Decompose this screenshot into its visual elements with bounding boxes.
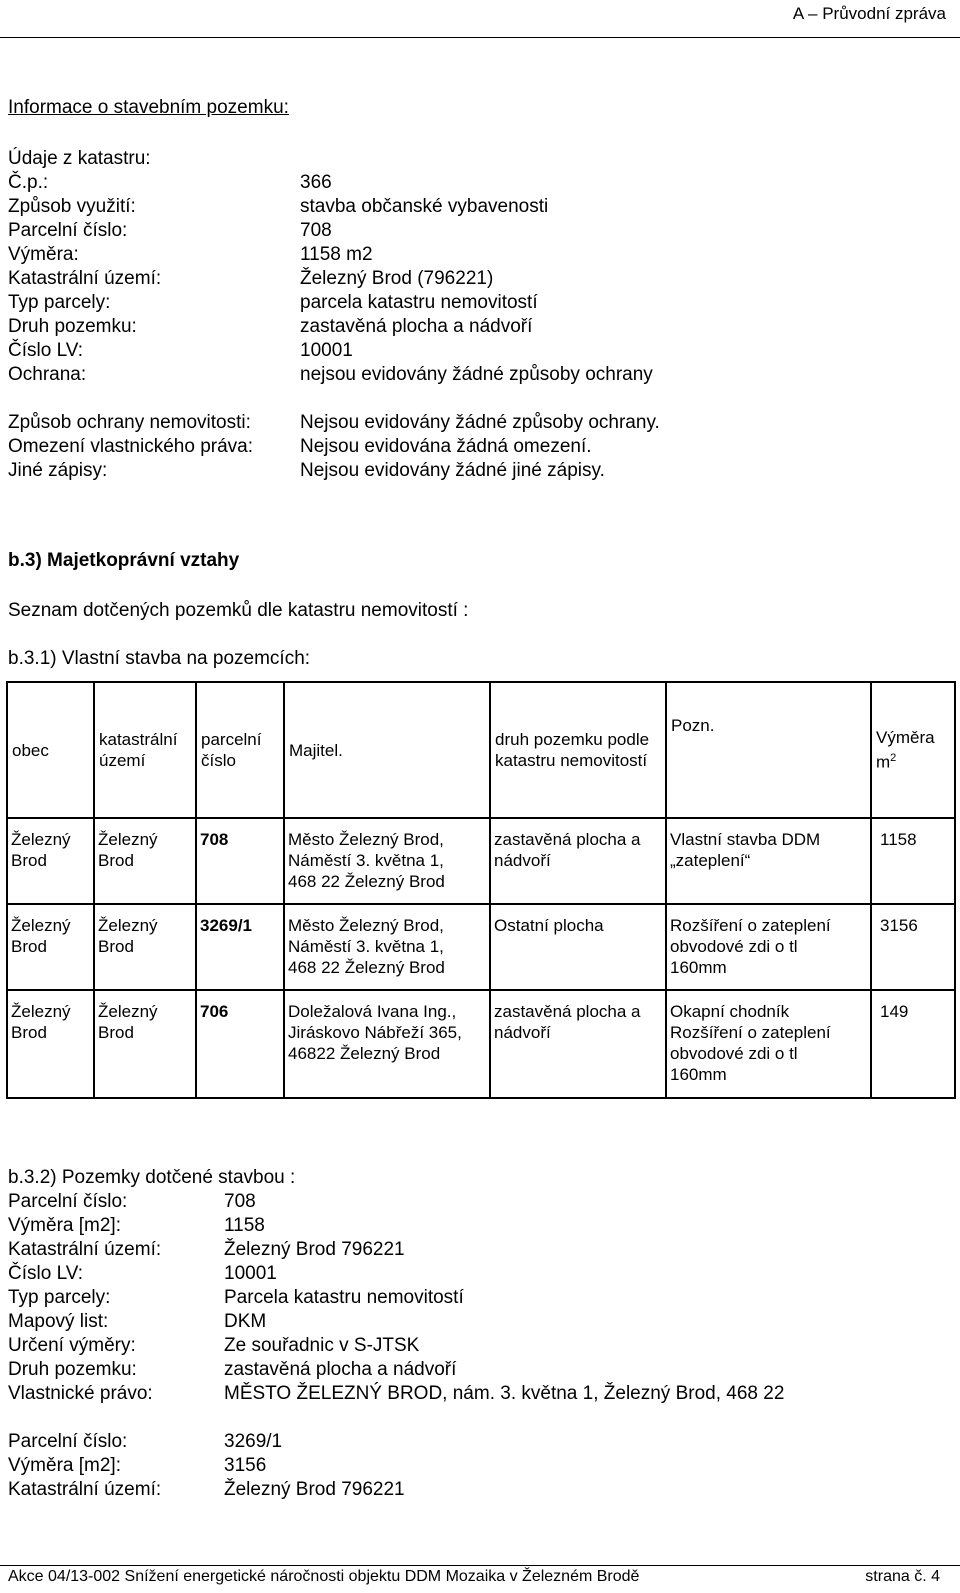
cell-text: Rozšíření o zateplení [670,1023,831,1042]
katastr-value: 10001 [300,340,353,361]
col-header-vymera [871,682,955,818]
parcel-info-label: Katastrální území: [8,1479,162,1500]
katastr-value: Nejsou evidována žádná omezení. [300,436,592,457]
footer-project: Akce 04/13-002 Snížení energetické náročnosti objektu DDM Mozaika v Železném Brodě [8,1568,640,1585]
parcel-info-label: Výměra [m2]: [8,1215,121,1236]
cell-text: Náměstí 3. května 1, [288,851,444,870]
katastr-label: Způsob ochrany nemovitosti: [8,412,251,433]
parcel-info-label: Výměra [m2]: [8,1455,121,1476]
parcel-info-value: 3156 [224,1455,267,1476]
col-header-label: Výměra [876,728,935,748]
parcel-info-value: DKM [224,1311,267,1332]
cell-ku [94,818,196,904]
katastr-value: zastavěná plocha a nádvoří [300,316,533,337]
parcel-info-value: 1158 [224,1215,265,1236]
cell-text: Náměstí 3. května 1, [288,937,444,956]
cell-vymera: 149 [871,990,955,1098]
parcel-info-label: Číslo LV: [8,1263,83,1284]
cell-text: Železný [11,830,71,849]
cell-text: Brod [98,937,134,956]
katastr-label: Č.p.: [8,172,49,193]
header-divider [0,37,960,38]
cell-parcela: 706 [196,990,284,1098]
cell-pozn [666,990,871,1098]
cell-text: Železný [11,916,71,935]
col-header-label: obec [12,740,49,760]
cell-druh [490,818,666,904]
cell-obec [7,818,94,904]
col-header-label: Majitel. [289,740,343,760]
parcel-info-value: Parcela katastru nemovitostí [224,1287,464,1308]
cell-text: „zateplení“ [670,851,751,870]
cell-obec [7,990,94,1098]
table-row [7,904,955,990]
col-header-label: m [876,752,891,772]
section-b32-heading: b.3.2) Pozemky dotčené stavbou : [8,1167,296,1188]
cell-text: zastavěná plocha a [494,1002,641,1021]
cell-text: 160mm [670,1065,727,1084]
table-row [7,990,955,1098]
katastr-label: Typ parcely: [8,292,111,313]
parcel-info-label: Parcelní číslo: [8,1191,128,1212]
header-section-title: A – Průvodní zpráva [792,4,946,23]
cell-majitel [284,990,490,1098]
katastr-label: Jiné zápisy: [8,460,108,481]
col-header-label: území [99,751,146,770]
cell-text: nádvoří [494,851,551,870]
cell-parcela: 708 [196,818,284,904]
katastr-label: Parcelní číslo: [8,220,128,241]
cell-text: obvodové zdi o tl [670,1044,798,1063]
cell-pozn [666,904,871,990]
cell-text: Brod [11,1023,47,1042]
col-header-parcela [196,682,284,818]
col-header-sup: 2 [890,752,897,765]
col-header-label: katastru nemovitostí [495,751,648,770]
cell-text: Železný [11,1002,71,1021]
katastr-label: Číslo LV: [8,340,83,361]
parcel-info-value: 708 [224,1191,256,1212]
col-header-majitel [284,682,490,818]
parcel-info-value: Železný Brod 796221 [224,1479,405,1500]
cell-text: Železný [98,830,158,849]
katastr-label: Katastrální území: [8,268,162,289]
cell-text: obvodové zdi o tl [670,937,798,956]
cell-text: Brod [98,851,134,870]
cell-text: 468 22 Železný Brod [288,958,445,977]
table-row [7,818,955,904]
cell-text: Ostatní plocha [494,916,604,935]
cell-majitel [284,904,490,990]
katastr-value: stavba občanské vybavenosti [300,196,549,217]
cell-obec [7,904,94,990]
col-header-pozn [666,682,871,818]
parcel-info-label: Katastrální území: [8,1239,162,1260]
col-header-label: číslo [201,751,236,770]
parcel-info-value: 3269/1 [224,1431,283,1452]
col-header-label: Pozn. [671,716,715,735]
cell-ku [94,904,196,990]
katastr-value: 708 [300,220,332,241]
parcel-info-value: zastavěná plocha a nádvoří [224,1359,457,1380]
katastr-value: Železný Brod (796221) [300,268,494,289]
cell-ku [94,990,196,1098]
cell-text: Železný [98,1002,158,1021]
cell-text: 468 22 Železný Brod [288,872,445,891]
cell-druh [490,904,666,990]
cell-pozn [666,818,871,904]
parcel-info-label: Vlastnické právo: [8,1383,153,1404]
col-header-label: druh pozemku podle [495,730,650,749]
col-header-obec [7,682,94,818]
cell-text: Rozšíření o zateplení [670,916,831,935]
katastr-heading: Údaje z katastru: [8,148,151,169]
katastr-label: Výměra: [8,244,79,265]
parcel-info-value: 10001 [224,1263,277,1284]
parcel-table [6,681,956,1099]
katastr-value: parcela katastru nemovitostí [300,292,538,313]
cell-parcela: 3269/1 [196,904,284,990]
katastr-value: 1158 m2 [300,244,373,265]
cell-text: 46822 Železný Brod [288,1044,441,1063]
col-header-label: parcelní [201,730,262,749]
katastr-label: Způsob využití: [8,196,136,217]
cell-vymera: 3156 [871,904,955,990]
cell-text: Město Železný Brod, [288,916,444,935]
katastr-value: nejsou evidovány žádné způsoby ochrany [300,364,653,385]
cell-text: Město Železný Brod, [288,830,444,849]
table-header-row [7,682,955,818]
parcel-info-label: Druh pozemku: [8,1359,137,1380]
cell-text: Vlastní stavba DDM [670,830,821,849]
katastr-label: Druh pozemku: [8,316,137,337]
parcel-info-label: Typ parcely: [8,1287,111,1308]
cell-text: zastavěná plocha a [494,830,641,849]
katastr-value: Nejsou evidovány žádné způsoby ochrany. [300,412,660,433]
katastr-value: Nejsou evidovány žádné jiné zápisy. [300,460,605,481]
col-header-label: katastrální [99,730,178,749]
page-title: Informace o stavebním pozemku: [8,97,289,118]
footer-page-number: strana č. 4 [865,1568,940,1585]
cell-text: Doležalová Ivana Ing., [288,1002,457,1021]
katastr-label: Ochrana: [8,364,87,385]
cell-text: 160mm [670,958,727,977]
parcel-info-value: Železný Brod 796221 [224,1239,405,1260]
section-b3-heading: b.3) Majetkoprávní vztahy [8,550,240,571]
footer-divider [0,1565,960,1566]
col-header-druh [490,682,666,818]
parcel-info-label: Parcelní číslo: [8,1431,128,1452]
section-b31-heading: b.3.1) Vlastní stavba na pozemcích: [8,648,311,669]
cell-text: Brod [11,937,47,956]
cell-text: Železný [98,916,158,935]
section-b3-subheading: Seznam dotčených pozemků dle katastru nemovitostí : [8,600,469,621]
parcel-info-value: Ze souřadnic v S-JTSK [224,1335,420,1356]
parcel-info-label: Mapový list: [8,1311,109,1332]
parcel-info-value: MĚSTO ŽELEZNÝ BROD, nám. 3. května 1, Železný Brod, 468 22 [224,1383,785,1404]
katastr-value: 366 [300,172,332,193]
cell-text: Brod [11,851,47,870]
col-header-ku [94,682,196,818]
cell-text: Jiráskovo Nábřeží 365, [288,1023,462,1042]
katastr-label: Omezení vlastnického práva: [8,436,254,457]
parcel-info-label: Určení výměry: [8,1335,136,1356]
cell-vymera: 1158 [871,818,955,904]
cell-text: Brod [98,1023,134,1042]
cell-druh [490,990,666,1098]
cell-majitel [284,818,490,904]
cell-text: nádvoří [494,1023,551,1042]
cell-text: Okapní chodník [670,1002,790,1021]
